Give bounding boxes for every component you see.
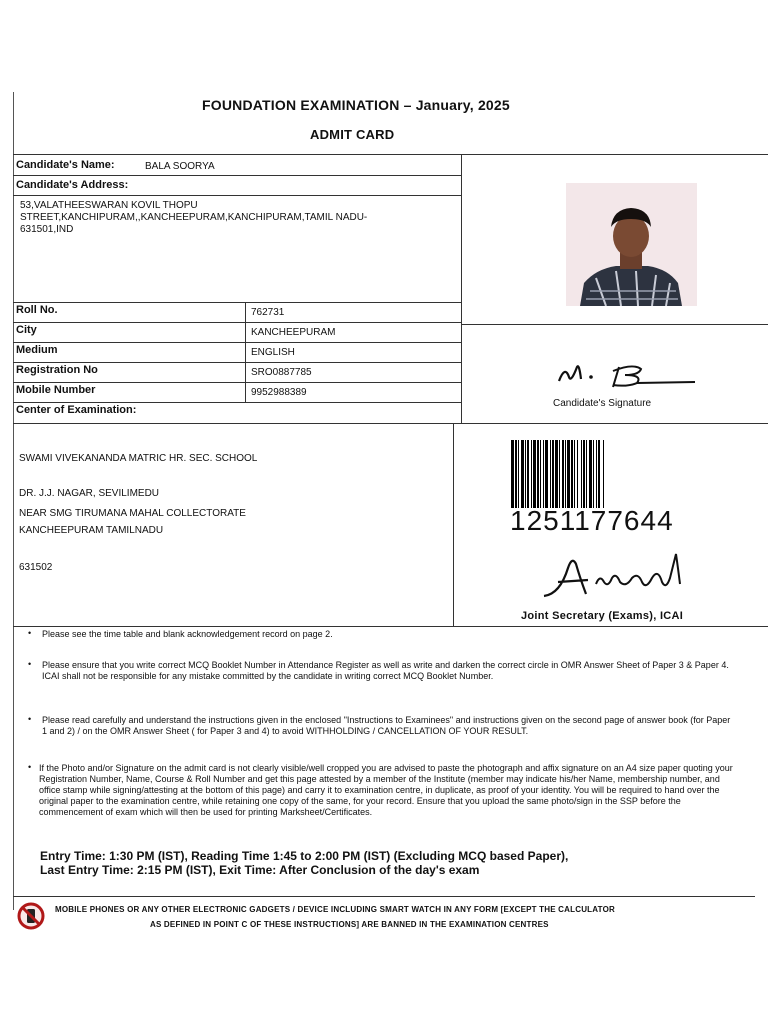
instruction-item: Please read carefully and understand the instructions given in the enclosed "Instructions to Examinees" and instructions given on the second page of answer book (for Paper 1 and 2) / on the OMR Answer Sheet ( for Paper 3 and 4) to avoid WITHHOLDING / CANCELLATION OF YOUR RESULT.	[42, 715, 731, 736]
divider	[13, 154, 768, 155]
center-line: KANCHEEPURAM TAMILNADU	[19, 525, 164, 536]
address-label: Candidate's Address:	[16, 179, 129, 191]
person-photo-icon	[566, 183, 697, 306]
authority-label: Joint Secretary (Exams), ICAI	[521, 610, 684, 622]
mobile-label: Mobile Number	[16, 384, 96, 396]
center-label: Center of Examination:	[16, 404, 137, 416]
roll-value: 762731	[251, 307, 285, 318]
signature-icon	[553, 357, 703, 393]
mobile-value: 9952988389	[251, 387, 307, 398]
authority-signature	[540, 548, 700, 609]
medium-value: ENGLISH	[251, 347, 295, 358]
no-mobile-icon	[17, 902, 45, 930]
banned-line-2: AS DEFINED IN POINT C OF THESE INSTRUCTIONS] ARE BANNED IN THE EXAMINATION CENTRES	[150, 920, 549, 929]
center-pincode: 631502	[19, 562, 53, 573]
card-left-border	[13, 92, 14, 910]
candidate-photo	[566, 183, 697, 306]
center-line: NEAR SMG TIRUMANA MAHAL COLLECTORATE	[19, 508, 246, 519]
city-label: City	[16, 324, 37, 336]
exam-title: FOUNDATION EXAMINATION – January, 2025	[202, 97, 510, 113]
instruction-item: Please ensure that you write correct MCQ Booklet Number in Attendance Register as well as write and darken the correct circle in OMR Answer Sheet of Paper 3 & Paper 4. ICAI shall not be responsible for any mistake committed by the candidate in writing correct MCQ Booklet Number.	[42, 660, 729, 681]
entry-time: Entry Time: 1:30 PM (IST), Reading Time 1:45 to 2:00 PM (IST) (Excluding MCQ based Paper),	[40, 849, 569, 863]
barcode	[511, 440, 719, 508]
barcode-gap	[604, 440, 605, 508]
name-label: Candidate's Name:	[16, 159, 115, 171]
medium-label: Medium	[16, 344, 58, 356]
bullet-icon: •	[28, 714, 32, 724]
instruction-item: If the Photo and/or Signature on the admit card is not clearly visible/well cropped you are advised to paste the photograph and affix signature on an A4 size paper quoting your Registration Number, Name, Course & Roll Number and get this page attested by a member of the Institute (member may indicate his/her Name, membership number, and office stamp while signing/attesting at the bottom of this page) and carry it to examination centre, in duplicate, as proof of your identity. You will be required to hand over the original paper to the examination centre, while retaining one copy of the same, for your record. Ensure that you upload the same photo/sign in the SSP before the commencement of exam which will then be used for printing Marksheet/Certificates.	[39, 763, 733, 817]
roll-label: Roll No.	[16, 304, 58, 316]
admit-card-title: ADMIT CARD	[310, 127, 395, 142]
registration-label: Registration No	[16, 364, 98, 376]
candidate-signature	[553, 357, 703, 398]
candidate-signature-label: Candidate's Signature	[553, 398, 652, 409]
city-value: KANCHEEPURAM	[251, 327, 336, 338]
bullet-icon: •	[28, 659, 32, 669]
barcode-number: 1251177644	[510, 505, 674, 536]
center-line: DR. J.J. NAGAR, SEVILIMEDU	[19, 488, 160, 499]
signature-icon	[540, 548, 700, 604]
bullet-icon: •	[28, 762, 32, 772]
address-line: 631501,IND	[20, 224, 74, 235]
bullet-icon: •	[28, 628, 32, 638]
last-entry-time: Last Entry Time: 2:15 PM (IST), Exit Time: After Conclusion of the day's exam	[40, 863, 480, 877]
candidate-name: BALA SOORYA	[145, 161, 215, 172]
instruction-item: Please see the time table and blank acknowledgement record on page 2.	[42, 629, 333, 639]
address-line: 53,VALATHEESWARAN KOVIL THOPU	[20, 200, 198, 211]
address-line: STREET,KANCHIPURAM,,KANCHEEPURAM,KANCHIPURAM,TAMIL NADU-	[20, 212, 368, 223]
banned-line-1: MOBILE PHONES OR ANY OTHER ELECTRONIC GADGETS / DEVICE INCLUDING SMART WATCH IN ANY FORM [EXCEPT THE CALCULATOR	[55, 905, 615, 914]
candidate-address	[20, 200, 367, 236]
registration-value: SRO0887785	[251, 367, 312, 378]
center-line: SWAMI VIVEKANANDA MATRIC HR. SEC. SCHOOL	[19, 453, 258, 464]
no-mobile-icon	[17, 902, 45, 935]
